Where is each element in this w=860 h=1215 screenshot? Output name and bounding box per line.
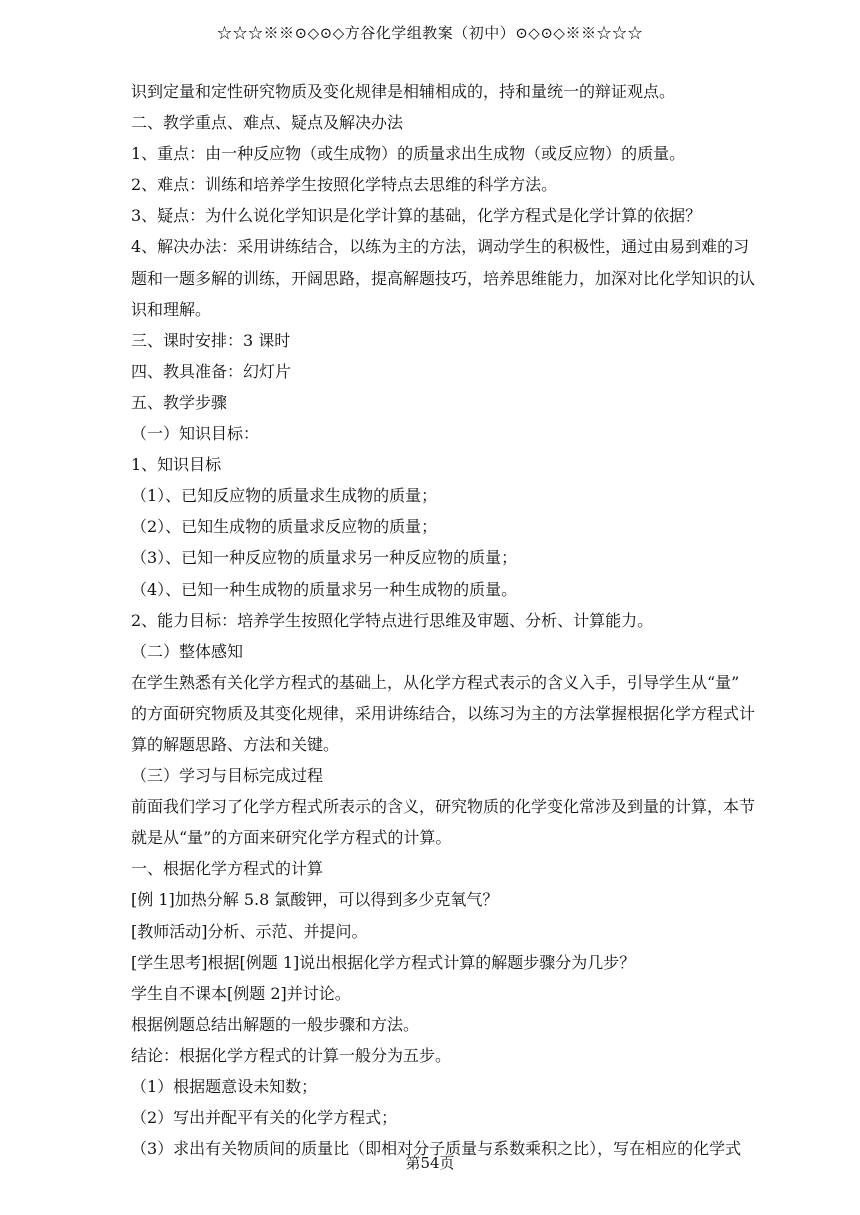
text-line: 二、教学重点、难点、疑点及解决办法 bbox=[131, 113, 404, 133]
text-line: 3、疑点：为什么说化学知识是化学计算的基础，化学方程式是化学计算的依据？ bbox=[131, 206, 702, 226]
text-line: 前面我们学习了化学方程式所表示的含义，研究物质的化学变化常涉及到量的计算，本节 bbox=[131, 797, 756, 817]
text-line: [学生思考]根据[例题 1]说出根据化学方程式计算的解题步骤分为几步？ bbox=[131, 952, 636, 972]
text-line: 学生自不课本[例题 2]并讨论。 bbox=[131, 983, 351, 1003]
text-line: 四、教具准备：幻灯片 bbox=[131, 361, 292, 381]
text-line: 算的解题思路、方法和关键。 bbox=[131, 734, 340, 754]
text-line: （一）知识目标： bbox=[131, 424, 260, 444]
text-line: （2）写出并配平有关的化学方程式； bbox=[131, 1108, 398, 1128]
text-line: 题和一题多解的训练，开阔思路，提高解题技巧，培养思维能力，加深对比化学知识的认 bbox=[131, 268, 756, 288]
text-line: 三、课时安排：3 课时 bbox=[131, 330, 291, 350]
text-line: 在学生熟悉有关化学方程式的基础上，从化学方程式表示的含义入手，引导学生从“量” bbox=[131, 672, 740, 692]
text-line: 2、难点：训练和培养学生按照化学特点去思维的科学方法。 bbox=[131, 175, 558, 195]
document-body bbox=[131, 76, 811, 1164]
text-line: （1）根据题意设未知数； bbox=[131, 1077, 318, 1096]
text-line: （2）、已知生成物的质量求反应物的质量； bbox=[131, 517, 438, 537]
text-line: [教师活动]分析、示范、并提问。 bbox=[131, 921, 368, 941]
text-line: 识到定量和定性研究物质及变化规律是相辅相成的，持和量统一的辩证观点。 bbox=[131, 82, 676, 101]
text-line: [例 1]加热分解 5.8 氯酸钾，可以得到多少克氧气？ bbox=[131, 890, 499, 910]
text-line: 结论：根据化学方程式的计算一般分为五步。 bbox=[131, 1045, 452, 1065]
text-line: 就是从“量”的方面来研究化学方程式的计算。 bbox=[131, 828, 452, 848]
text-line: 2、能力目标：培养学生按照化学特点进行思维及审题、分析、计算能力。 bbox=[131, 610, 654, 630]
text-line: 1、知识目标 bbox=[131, 455, 222, 475]
text-line: 4、解决办法：采用讲练结合，以练为主的方法，调动学生的积极性，通过由易到难的习 bbox=[131, 237, 750, 257]
text-line: 根据例题总结出解题的一般步骤和方法。 bbox=[131, 1014, 420, 1034]
text-line: 识和理解。 bbox=[131, 299, 212, 319]
text-line: （4）、已知一种生成物的质量求另一种生成物的质量。 bbox=[131, 579, 518, 599]
text-line: （1）、已知反应物的质量求生成物的质量； bbox=[131, 486, 438, 506]
text-line: （二）整体感知 bbox=[131, 641, 244, 661]
page-header: ☆☆☆※※⊙◇⊙◇方谷化学组教案（初中）⊙◇⊙◇※※☆☆☆ bbox=[217, 24, 643, 42]
text-line: 的方面研究物质及其变化规律，采用讲练结合，以练习为主的方法掌握根据化学方程式计 bbox=[131, 703, 756, 723]
text-line: 五、教学步骤 bbox=[131, 392, 228, 412]
text-line: （3）求出有关物质间的质量比（即相对分子质量与系数乘积之比），写在相应的化学式 bbox=[131, 1139, 742, 1159]
text-line: （三）学习与目标完成过程 bbox=[131, 766, 324, 786]
page-number: 第54页 bbox=[405, 1154, 455, 1172]
text-line: （3）、已知一种反应物的质量求另一种反应物的质量； bbox=[131, 548, 518, 568]
text-line: 1、重点：由一种反应物（或生成物）的质量求出生成物（或反应物）的质量。 bbox=[131, 144, 686, 164]
text-line: 一、根据化学方程式的计算 bbox=[131, 859, 324, 879]
